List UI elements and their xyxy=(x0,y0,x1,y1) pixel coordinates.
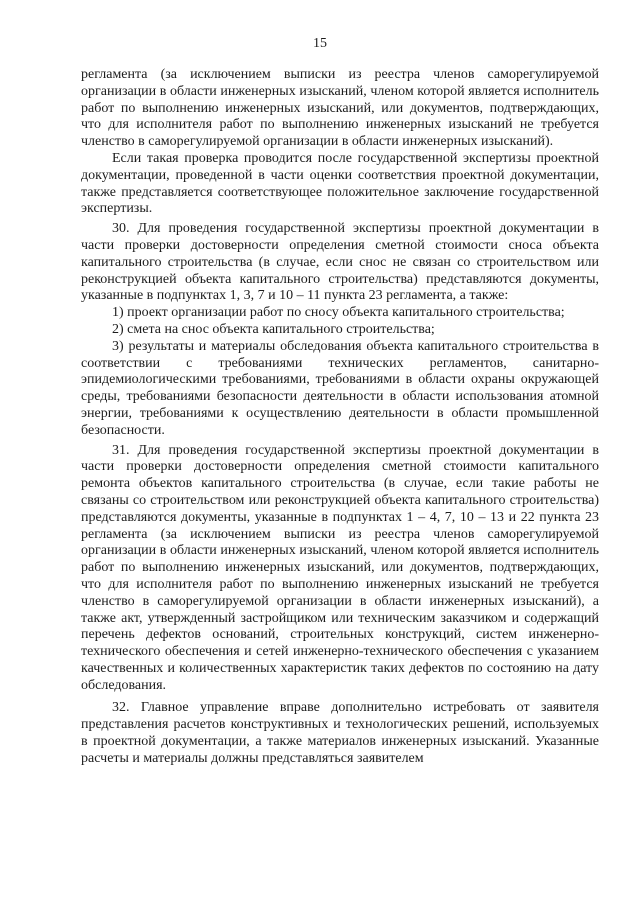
subitem-30-3: 3) результаты и материалы обследования объекта капитального строительства в соответствии с требованиями технических регламентов, санитарно-эпидемиологическими требованиями, требованиями в области охраны окружающей среды, требованиями безопасности деятельности в области использования атомной энергии, требованиями к осуществлению деятельности в области промышленной безопасности. xyxy=(81,338,599,438)
paragraph-item-32: 32. Главное управление вправе дополнительно истребовать от заявителя представления расчетов конструктивных и технологических решений, используемых в проектной документации, а также материалов инженерных изысканий. Указанные расчеты и материалы должны представляться заявителем xyxy=(81,700,599,766)
subitem-30-2: 2) смета на снос объекта капитального строительства; xyxy=(112,321,435,337)
document-body xyxy=(81,67,599,768)
paragraph-expertise-check: Если такая проверка проводится после государственной экспертизы проектной документации, проведенной в части оценки соответствия проектной документации, также представляется соответствующее положительное заключение государственной экспертизы. xyxy=(81,150,599,217)
page-number: 15 xyxy=(313,36,327,51)
paragraph-continuation: регламента (за исключением выписки из реестра членов саморегулируемой организации в области инженерных изысканий, членом которой является исполнитель работ по выполнению инженерных изысканий, или документов, подтверждающих, что для исполнителя работ по выполнению инженерных изысканий не требуется членство в саморегулируемой организации в области инженерных изысканий). xyxy=(81,67,599,150)
paragraph-item-31: 31. Для проведения государственной экспертизы проектной документации в части проверки достоверности определения сметной стоимости капитального ремонта объектов капитального строительства (в случае, если такие работы не связаны со строительством или реконструкцией объекта капитального строительства) представляются документы, указанные в подпунктах 1 – 4, 7, 10 – 13 и 22 пункта 23 регламента (за исключением выписки из реестра членов саморегулируемой организации в области инженерных изысканий, членом которой является исполнитель работ по выполнению инженерных изысканий, или документов, подтверждающих, что для исполнителя работ по выполнению инженерных изысканий не требуется членство в саморегулируемой организации в области инженерных изысканий), а также акт, утвержденный застройщиком или техническим заказчиком и содержащий перечень дефектов оснований, строительных конструкций, систем инженерно-технического обеспечения и сетей инженерно-технического обеспечения с указанием качественных и количественных характеристик таких дефектов по состоянию на дату обследования. xyxy=(81,442,599,693)
paragraph-item-30: 30. Для проведения государственной экспертизы проектной документации в части проверки достоверности определения сметной стоимости сноса объекта капитального строительства (в случае, если снос не связан со строительством или реконструкцией объекта капитального строительства) представляются документы, указанные в подпунктах 1, 3, 7 и 10 – 11 пункта 23 регламента, а также: xyxy=(81,221,599,304)
subitem-30-1: 1) проект организации работ по сносу объекта капитального строительства; xyxy=(112,305,565,321)
